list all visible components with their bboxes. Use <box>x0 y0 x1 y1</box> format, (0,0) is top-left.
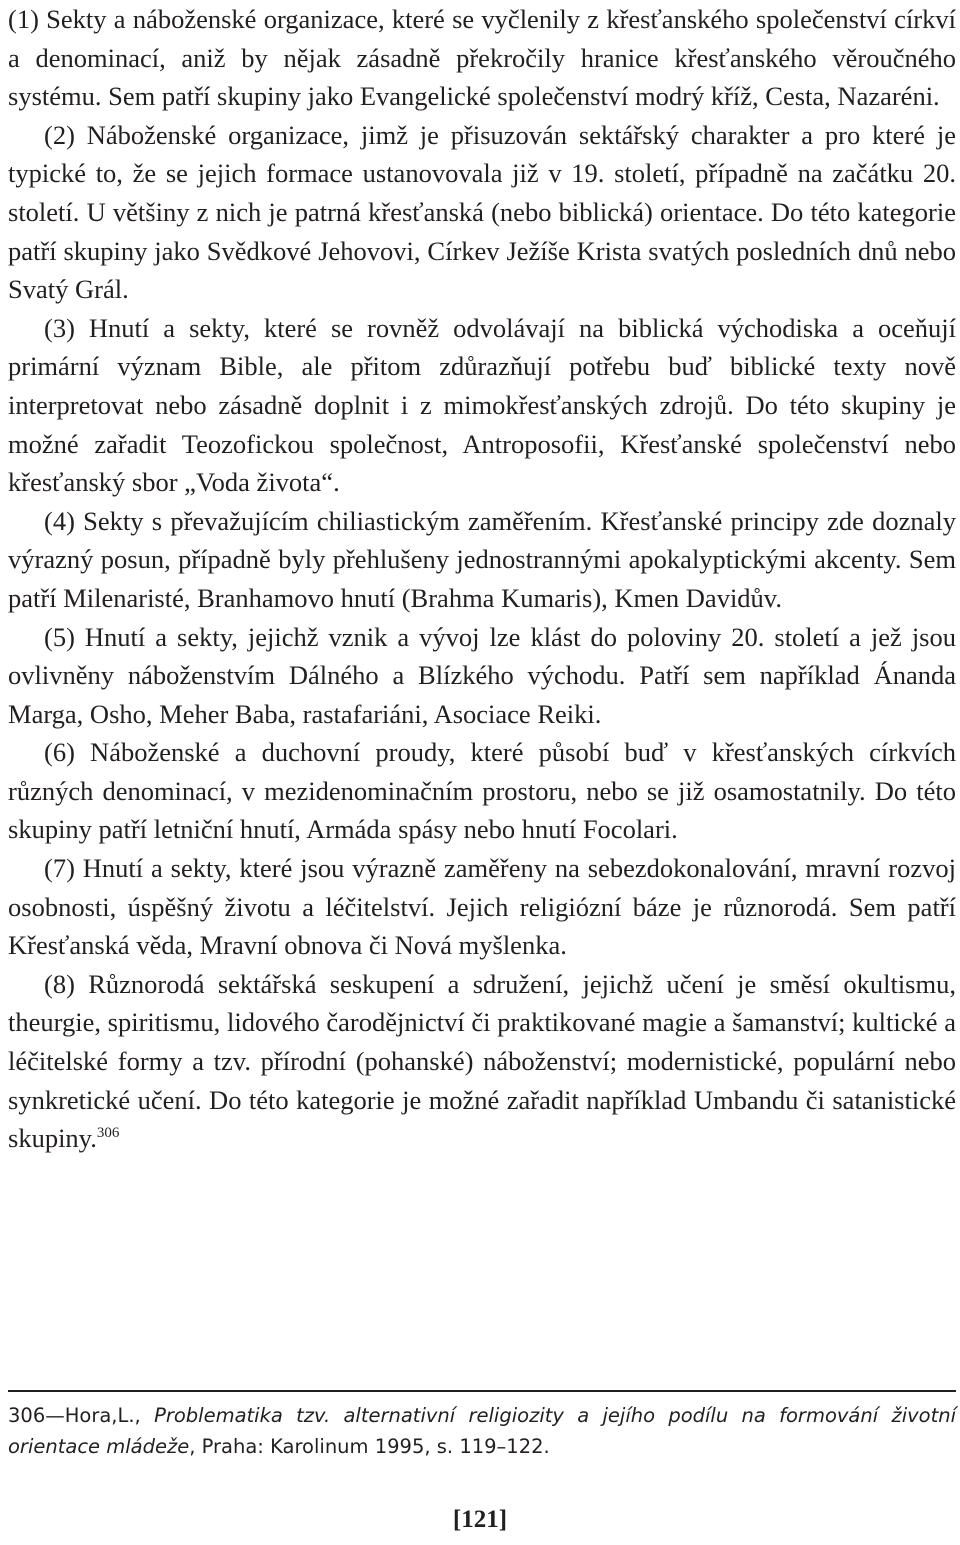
paragraph-6: (6) Náboženské a duchovní proudy, které působí buď v křesťanských církvích různých denominací, v mezidenominačním prostoru, nebo se již osamostatnily. Do této skupiny patří letniční hnutí, Armáda spásy nebo hnutí Focolari. <box>8 737 956 845</box>
footnote-divider <box>8 1390 956 1392</box>
footnote-title: Problematika tzv. alternativní religiozity a jejího podílu na formování životní orientace mládeže <box>8 1404 957 1458</box>
footnote-number: 306 <box>8 1404 46 1427</box>
main-text <box>8 0 956 1158</box>
footnote <box>8 1400 956 1462</box>
paragraph-7: (7) Hnutí a sekty, které jsou výrazně zaměřeny na sebezdokonalování, mravní rozvoj osobnosti, úspěšný životu a léčitelství. Jejich religiózní báze je různorodá. Sem patří Křesťanská věda, Mravní obnova či Nová myšlenka. <box>8 853 956 961</box>
paragraph-4: (4) Sekty s převažujícím chiliastickým zaměřením. Křesťanské principy zde doznaly výrazný posun, případně byly přehlušeny jednostrannými apokalyptickými akcenty. Sem patří Milenaristé, Branhamovo hnutí (Brahma Kumaris), Kmen Davidův. <box>8 505 956 613</box>
footnote-dash: — <box>45 1404 65 1427</box>
paragraph-8-text: (8) Různorodá sektářská seskupení a sdružení, jejichž učení je směsí okultismu, theurgie, spiritismu, lidového čarodějnictví či praktikované magie a šamanství; kultické a léčitelské formy a tzv. přírodní (pohanské) náboženství; modernistické, populární nebo synkretické učení. Do této kategorie je možné zařadit například Umbandu či satanistické skupiny. <box>8 968 956 1154</box>
paragraph-3: (3) Hnutí a sekty, které se rovněž odvolávají na biblická východiska a oceňují primární význam Bible, ale přitom zdůrazňují potřebu buď biblické texty nově interpretovat nebo zásadně doplnit i z mimokřesťanských zdrojů. Do této skupiny je možné zařadit Teozofickou společnost, Antroposofii, Křesťanské společenství nebo křesťanský sbor „Voda života“. <box>8 312 956 498</box>
footnote-publication: , Praha: Karolinum 1995, s. 119–122. <box>189 1435 550 1458</box>
footnote-author: Hora,L., <box>64 1404 155 1427</box>
page-number: [121] <box>452 1506 508 1533</box>
paragraph-8 <box>8 965 956 1158</box>
paragraph-1: (1) Sekty a náboženské organizace, které se vyčlenily z křesťanského společenství církví a denominací, aniž by nějak zásadně překročily hranice křesťanského věroučného systému. Sem patří skupiny jako Evangelické společenství modrý kříž, Cesta, Nazaréni. <box>8 4 956 112</box>
paragraph-2: (2) Náboženské organizace, jimž je přisuzován sektářský charakter a pro které je typické to, že se jejich formace ustanovovala již v 19. století, případně na začátku 20. století. U většiny z nich je patrná křesťanská (nebo biblická) orientace. Do této kategorie patří skupiny jako Svědkové Jehovovi, Církev Ježíše Krista svatých posledních dnů nebo Svatý Grál. <box>8 119 956 305</box>
footnote-reference[interactable]: 306 <box>96 1125 120 1142</box>
page-body <box>8 0 956 1158</box>
paragraph-5: (5) Hnutí a sekty, jejichž vznik a vývoj lze klást do poloviny 20. století a jež jsou ovlivněny náboženstvím Dálného a Blízkého východu. Patří sem například Ánanda Marga, Osho, Meher Baba, rastafariáni, Asociace Reiki. <box>8 621 956 729</box>
